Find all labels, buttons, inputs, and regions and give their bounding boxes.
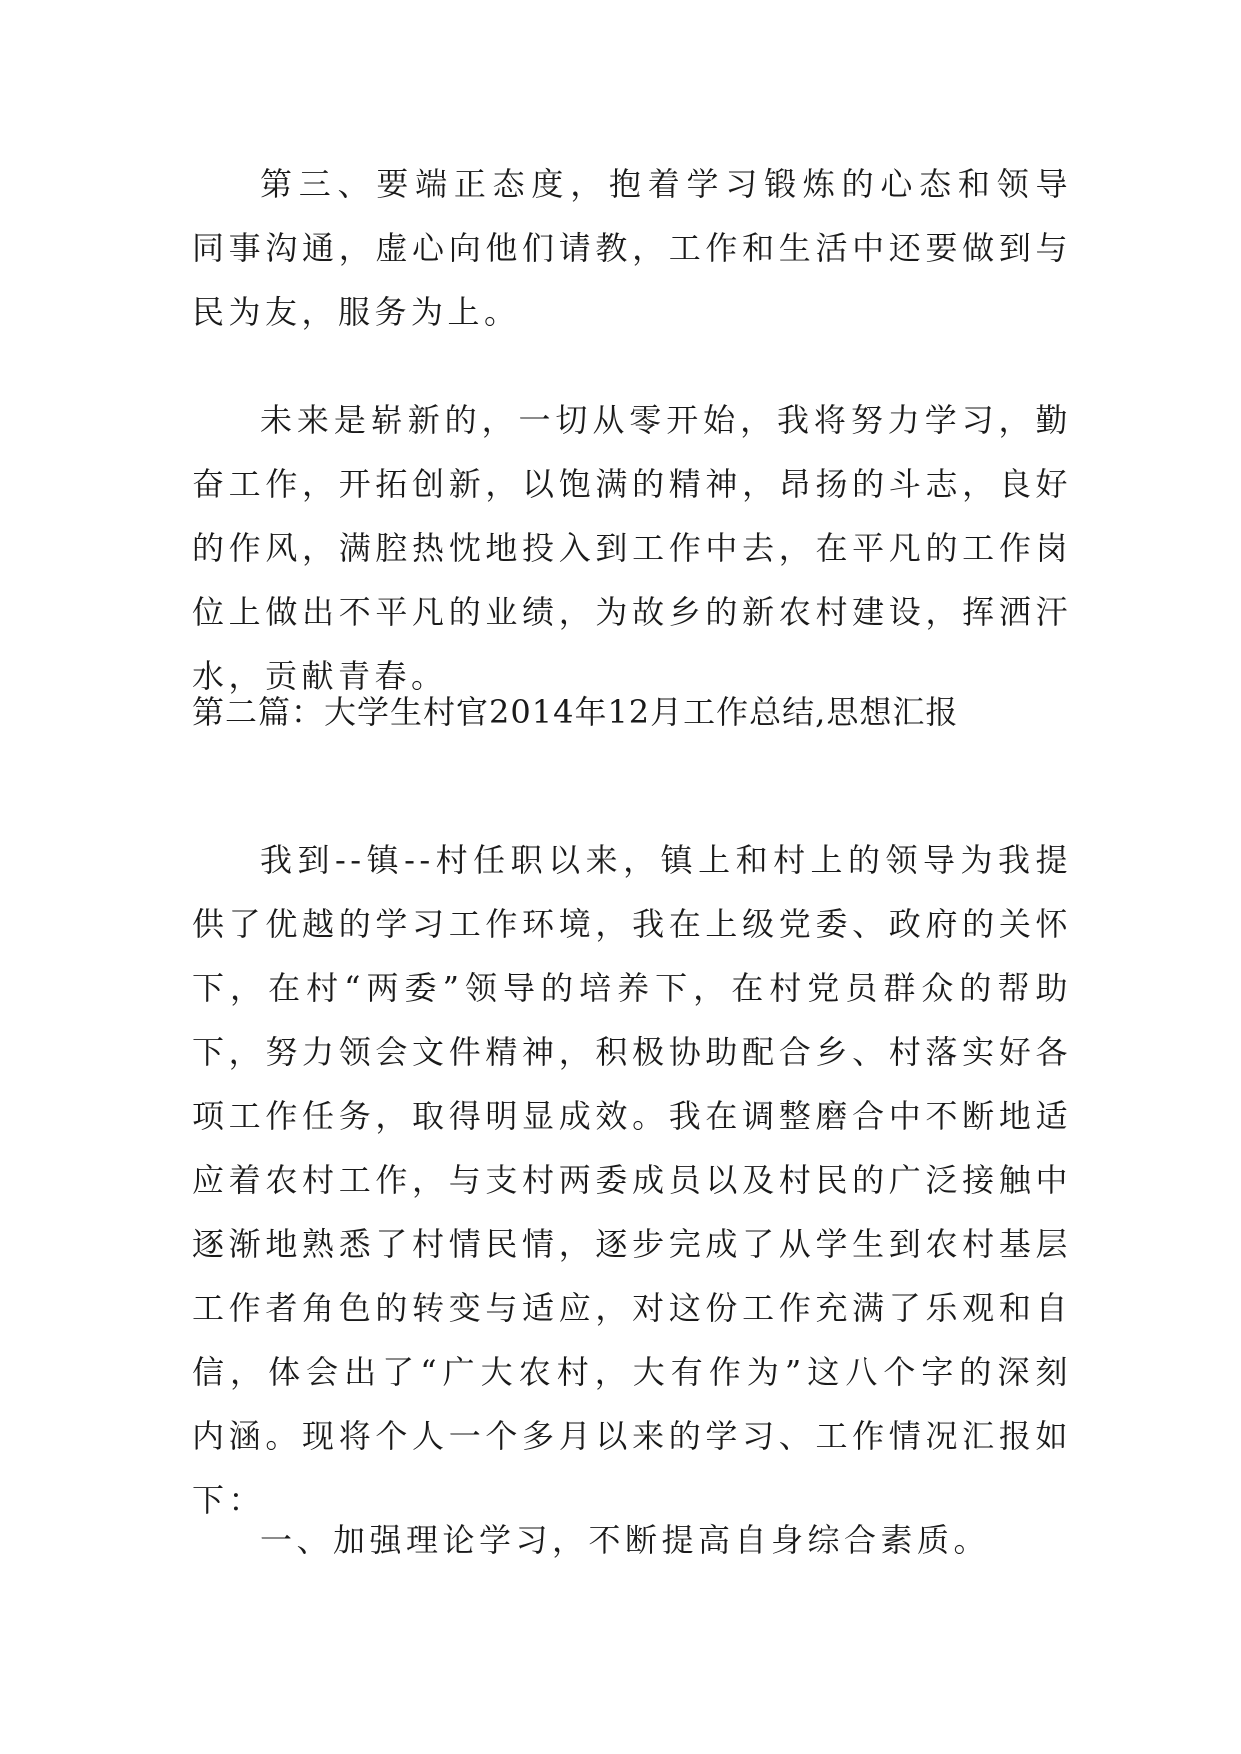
paragraph-attitude: 第三、要端正态度，抱着学习锻炼的心态和领导 同事沟通，虚心向他们请教，工作和生活中还要做到与民为友，服务为上。	[192, 165, 1072, 331]
section-heading: 第二篇：大学生村官2014年12月工作总结,思想汇报	[192, 693, 959, 731]
paragraph-future: 未来是崭新的，一切从零开始，我将努力学习，勤奋工作，开拓创新，以饱满的精神，昂扬的斗志，良好的作风，满腔热忱地投入到工作中去，在平凡的工作岗位上做出不平凡的业绩，为故乡的新农村建设，挥洒汗水，贡献青春。	[192, 401, 1072, 695]
paragraph-point-one: 一、加强理论学习，不断提高自身综合素质。	[260, 1521, 991, 1559]
paragraph-intro: 我到--镇--村任职以来，镇上和村上的领导为我提供了优越的学习工作环境，我在上级党委、政府的关怀下，在村“两委”领导的培养下，在村党员群众的帮助下，努力领会文件精神，积极协助配合乡、村落实好各项工作任务，取得明显成效。我在调整磨合中不断地适应着农村工作，与支村两委成员以及村民的广泛接触中逐渐地熟悉了村情民情，逐步完成了从学生到农村基层工作者角色的转变与适应，对这份工作充满了乐观和自信，体会出了“广大农村，大有作为”这八个字的深刻内涵。现将个人一个多月以来的学习、工作情况汇报如下：	[192, 841, 1072, 1519]
